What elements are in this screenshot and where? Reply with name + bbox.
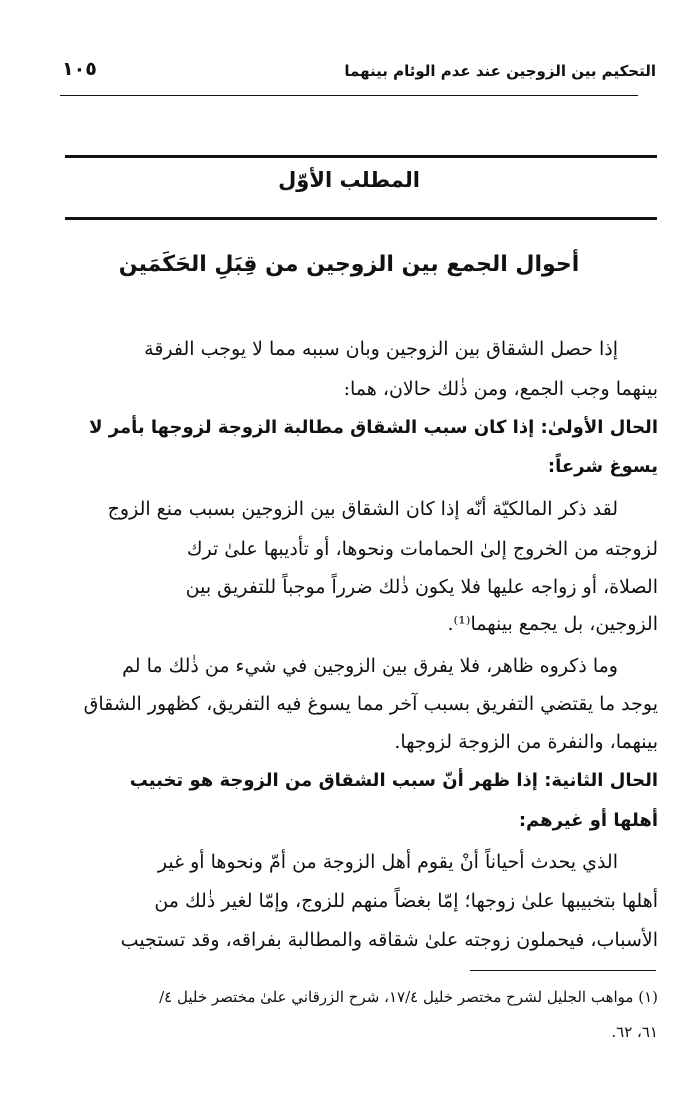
body-line: الذي يحدث أحياناً أنْ يقوم أهل الزوجة من أمّ ونحوها أو غير xyxy=(157,851,618,873)
header-rule xyxy=(60,95,638,96)
running-header-title: التحكيم بين الزوجين عند عدم الوئام بينهما xyxy=(344,62,656,80)
subheading-line: الحال الأولىٰ: إذا كان سبب الشقاق مطالبة الزوجة لزوجها بأمر لا xyxy=(89,417,658,438)
footnote-line: (١) مواهب الجليل لشرح مختصر خليل ١٧/٤، شرح الزرقاني علىٰ مختصر خليل ٤/ xyxy=(159,988,658,1006)
subheading-line: يسوغ شرعاً: xyxy=(547,456,658,477)
body-line: يوجد ما يقتضي التفريق بسبب آخر مما يسوغ فيه التفريق، كظهور الشقاق xyxy=(83,693,658,715)
footnote-line: ٦١، ٦٢. xyxy=(611,1023,658,1041)
body-line: لقد ذكر المالكيّة أنّه إذا كان الشقاق بين الزوجين بسبب منع الزوج xyxy=(107,498,618,520)
section-rule-bottom xyxy=(65,217,657,220)
body-line: الأسباب، فيحملون زوجته علىٰ شقاقه والمطالبة بفراقه، وقد تستجيب xyxy=(120,929,658,951)
body-line: الصلاة، أو زواجه عليها فلا يكون ذٰلك ضرراً موجباً للتفريق بين xyxy=(185,576,658,598)
main-title: أحوال الجمع بين الزوجين من قِبَلِ الحَكَمَين xyxy=(118,252,580,277)
body-line: إذا حصل الشقاق بين الزوجين وبان سببه مما لا يوجب الفرقة xyxy=(144,338,618,360)
section-rule-top xyxy=(65,155,657,158)
body-line: لزوجته من الخروج إلىٰ الحمامات ونحوها، أو تأديبها علىٰ ترك xyxy=(186,538,658,560)
section-title: المطلب الأوّل xyxy=(278,168,420,192)
page-number: ١٠٥ xyxy=(62,58,97,80)
body-line: بينهما، والنفرة من الزوجة لزوجها. xyxy=(394,731,658,753)
body-line: وما ذكروه ظاهر، فلا يفرق بين الزوجين في شيء من ذٰلك ما لم xyxy=(122,655,618,677)
subheading-line: أهلها أو غيرهم: xyxy=(518,810,658,831)
subheading-line: الحال الثانية: إذا ظهر أنّ سبب الشقاق من الزوجة هو تخبيب xyxy=(129,770,658,791)
footnote-rule xyxy=(470,970,656,971)
body-line: الزوجين، بل يجمع بينهما⁽¹⁾. xyxy=(447,613,658,635)
body-line: بينهما وجب الجمع، ومن ذٰلك حالان، هما: xyxy=(343,378,658,400)
body-line: أهلها بتخبيبها علىٰ زوجها؛ إمّا بغضاً منهم للزوج، وإمّا لغير ذٰلك من xyxy=(154,890,658,912)
